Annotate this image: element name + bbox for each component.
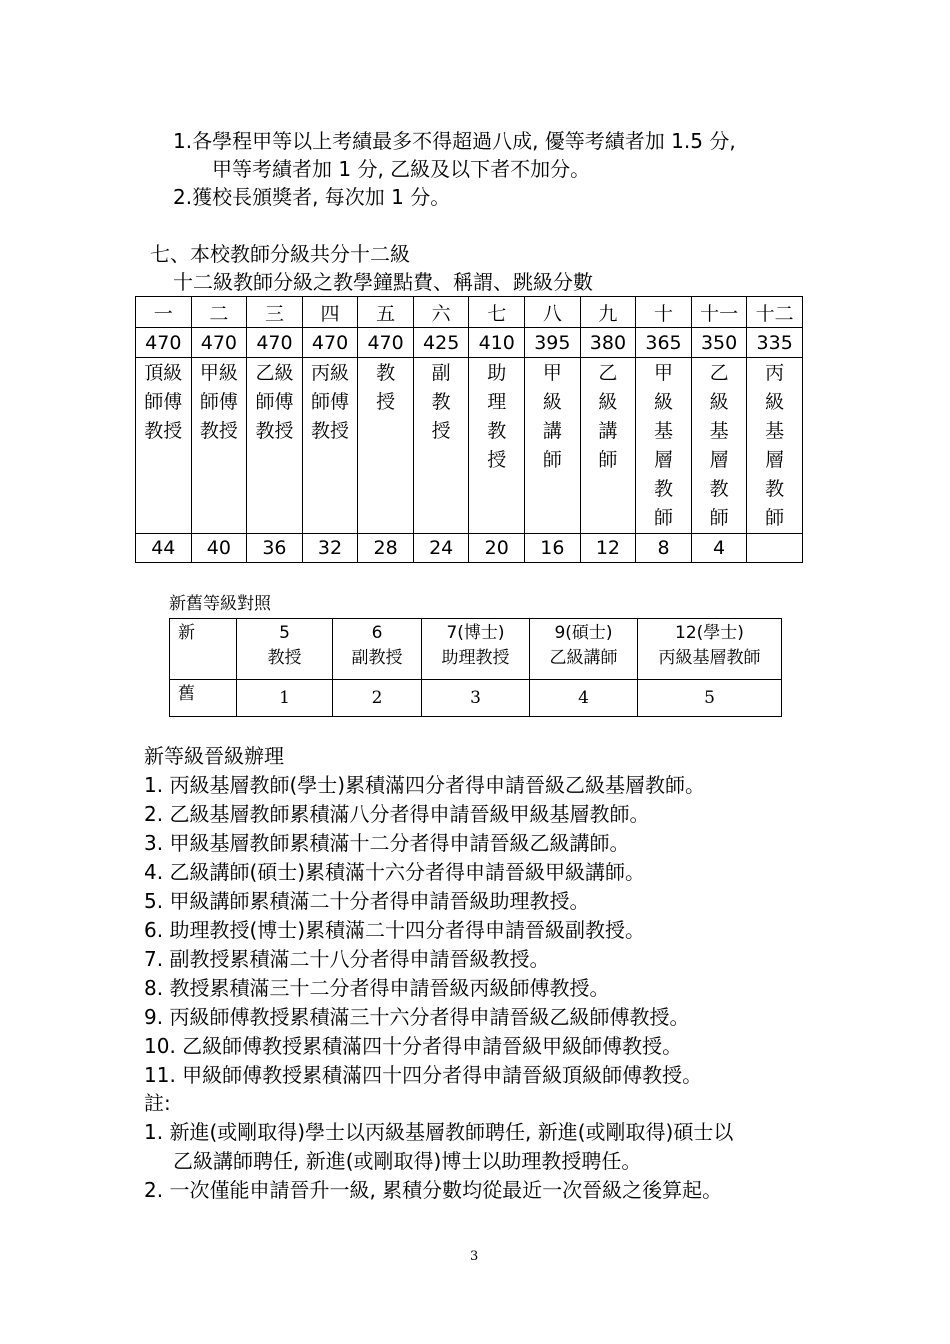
mapping-new-num: 7(博士) (446, 623, 505, 643)
grade-score-cell: 40 (191, 534, 247, 563)
grade-level-cell: 六 (413, 297, 469, 328)
grade-title-cell: 教 授 (358, 358, 414, 534)
mapping-old-label: 舊 (170, 680, 237, 717)
grade-fee-cell: 470 (191, 328, 247, 358)
promotion-item: 4. 乙級講師(碩士)累積滿十六分者得申請晉級甲級講師。 (144, 860, 646, 884)
promotion-item: 5. 甲級講師累積滿二十分者得申請晉級助理教授。 (144, 889, 590, 913)
mapping-new-title: 副教授 (351, 648, 403, 668)
grade-title-cell: 甲 級 講 師 (525, 358, 581, 534)
mapping-caption: 新舊等級對照 (169, 594, 271, 614)
grade-fee-cell: 470 (247, 328, 303, 358)
grade-score-cell: 24 (413, 534, 469, 563)
grade-level-cell: 十一 (691, 297, 747, 328)
page-number: 3 (470, 1249, 479, 1264)
grade-table (135, 296, 803, 563)
grade-score-cell: 16 (525, 534, 581, 563)
mapping-new-num: 6 (371, 623, 383, 643)
grade-level-cell: 九 (580, 297, 636, 328)
grade-level-cell: 十 (636, 297, 692, 328)
promotion-item: 10. 乙級師傅教授累積滿四十分者得申請晉級甲級師傅教授。 (144, 1034, 683, 1058)
mapping-new-row (170, 619, 782, 680)
intro-item-1-line1: 1.各學程甲等以上考績最多不得超過八成, 優等考績者加 1.5 分, (173, 129, 736, 153)
grade-fee-cell: 350 (691, 328, 747, 358)
promotion-item: 1. 丙級基層教師(學士)累積滿四分者得申請晉級乙級基層教師。 (144, 773, 706, 797)
grade-level-cell: 一 (136, 297, 192, 328)
grade-level-cell: 五 (358, 297, 414, 328)
mapping-new-cell (333, 619, 422, 680)
mapping-new-title: 乙級講師 (549, 648, 618, 668)
mapping-old-cell: 1 (237, 680, 333, 717)
grade-fee-cell: 395 (525, 328, 581, 358)
grade-title-cell: 乙 級 講 師 (580, 358, 636, 534)
mapping-old-cell: 3 (422, 680, 530, 717)
promotion-item: 3. 甲級基層教師累積滿十二分者得申請晉級乙級講師。 (144, 831, 630, 855)
grade-score-cell: 8 (636, 534, 692, 563)
grade-level-cell: 二 (191, 297, 247, 328)
grade-title-cell: 丙級 師傅 教授 (302, 358, 358, 534)
mapping-new-cell (422, 619, 530, 680)
mapping-new-title: 助理教授 (441, 648, 510, 668)
mapping-new-title: 丙級基層教師 (658, 648, 761, 668)
grade-title-cell: 副 教 授 (413, 358, 469, 534)
mapping-new-cell (638, 619, 782, 680)
grade-fee-cell: 470 (302, 328, 358, 358)
grade-score-row (136, 534, 803, 563)
grade-score-cell: 28 (358, 534, 414, 563)
promotion-item: 8. 教授累積滿三十二分者得申請晉級丙級師傅教授。 (144, 976, 610, 1000)
grade-score-cell (747, 534, 803, 563)
promotion-item: 6. 助理教授(博士)累積滿二十四分者得申請晉級副教授。 (144, 918, 646, 942)
mapping-new-label: 新 (170, 619, 237, 680)
grade-title-cell: 甲 級 基 層 教 師 (636, 358, 692, 534)
grade-level-cell: 三 (247, 297, 303, 328)
section-heading: 七、本校教師分級共分十二級 (150, 242, 410, 266)
grade-fee-cell: 470 (136, 328, 192, 358)
grade-score-cell: 36 (247, 534, 303, 563)
mapping-new-num: 5 (279, 623, 290, 643)
grade-level-cell: 七 (469, 297, 525, 328)
promotion-heading: 新等級晉級辦理 (144, 744, 284, 768)
note-item-1-line2: 乙級講師聘任, 新進(或剛取得)博士以助理教授聘任。 (173, 1149, 642, 1173)
section-subheading: 十二級教師分級之教學鐘點費、稱謂、跳級分數 (173, 270, 593, 294)
grade-title-cell: 乙級 師傅 教授 (247, 358, 303, 534)
note-item-2: 2. 一次僅能申請晉升一級, 累積分數均從最近一次晉級之後算起。 (144, 1178, 723, 1202)
intro-item-2: 2.獲校長頒獎者, 每次加 1 分。 (173, 185, 451, 209)
grade-fee-cell: 470 (358, 328, 414, 358)
mapping-old-row (170, 680, 782, 717)
grade-fee-cell: 380 (580, 328, 636, 358)
grade-score-cell: 4 (691, 534, 747, 563)
grade-fee-cell: 410 (469, 328, 525, 358)
mapping-old-cell: 4 (530, 680, 638, 717)
grade-title-cell: 丙 級 基 層 教 師 (747, 358, 803, 534)
grade-fee-cell: 425 (413, 328, 469, 358)
grade-score-cell: 44 (136, 534, 192, 563)
grade-level-cell: 四 (302, 297, 358, 328)
grade-title-cell: 頂級 師傅 教授 (136, 358, 192, 534)
grade-fee-row (136, 328, 803, 358)
mapping-table (169, 618, 782, 717)
mapping-new-cell (530, 619, 638, 680)
intro-item-1-line2: 甲等考績者加 1 分, 乙級及以下者不加分。 (212, 157, 591, 181)
mapping-new-title: 教授 (267, 648, 302, 668)
note-item-1-line1: 1. 新進(或剛取得)學士以丙級基層教師聘任, 新進(或剛取得)碩士以 (144, 1120, 734, 1144)
promotion-item: 7. 副教授累積滿二十八分者得申請晉級教授。 (144, 947, 550, 971)
mapping-new-num: 9(碩士) (554, 623, 613, 643)
grade-score-cell: 12 (580, 534, 636, 563)
grade-title-row (136, 358, 803, 534)
grade-fee-cell: 335 (747, 328, 803, 358)
notes-label: 註: (144, 1091, 171, 1115)
promotion-item: 9. 丙級師傅教授累積滿三十六分者得申請晉級乙級師傅教授。 (144, 1005, 690, 1029)
grade-fee-cell: 365 (636, 328, 692, 358)
grade-level-cell: 八 (525, 297, 581, 328)
grade-title-cell: 助 理 教 授 (469, 358, 525, 534)
promotion-item: 2. 乙級基層教師累積滿八分者得申請晉級甲級基層教師。 (144, 802, 650, 826)
mapping-new-cell (237, 619, 333, 680)
grade-score-cell: 32 (302, 534, 358, 563)
grade-level-row (136, 297, 803, 328)
grade-score-cell: 20 (469, 534, 525, 563)
grade-title-cell: 甲級 師傅 教授 (191, 358, 247, 534)
grade-level-cell: 十二 (747, 297, 803, 328)
mapping-new-num: 12(學士) (675, 623, 744, 643)
promotion-item: 11. 甲級師傅教授累積滿四十四分者得申請晉級頂級師傅教授。 (144, 1063, 703, 1087)
grade-title-cell: 乙 級 基 層 教 師 (691, 358, 747, 534)
mapping-old-cell: 2 (333, 680, 422, 717)
mapping-old-cell: 5 (638, 680, 782, 717)
